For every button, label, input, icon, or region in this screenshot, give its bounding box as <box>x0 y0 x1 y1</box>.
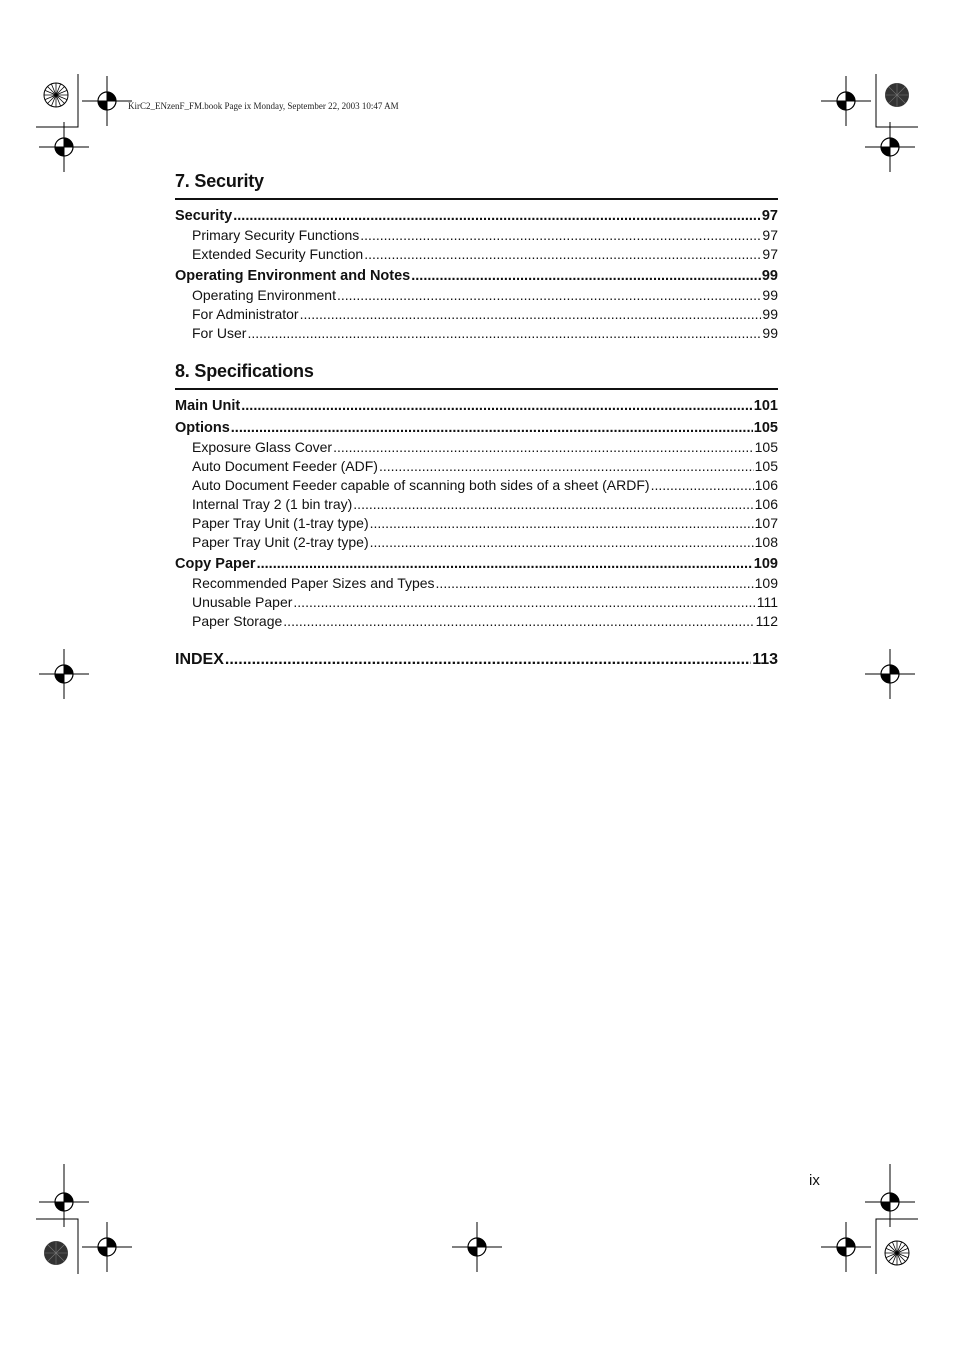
toc-entry-page: 106 <box>754 477 778 493</box>
toc-entry[interactable] <box>175 476 778 495</box>
toc-entry[interactable] <box>175 457 778 476</box>
toc-entry-page: 105 <box>754 439 778 455</box>
toc-entry[interactable] <box>175 438 778 457</box>
toc-section-security <box>175 171 778 343</box>
toc-section-specifications <box>175 361 778 631</box>
toc-entry-page: 109 <box>754 575 778 591</box>
toc-entry-label: Primary Security Functions <box>192 227 360 243</box>
toc-entry[interactable] <box>175 533 778 552</box>
toc-entry-page: 101 <box>753 398 778 414</box>
toc-entry-page: 99 <box>762 287 778 303</box>
toc-entry[interactable] <box>175 554 778 574</box>
toc-entry[interactable] <box>175 514 778 533</box>
print-header-note: KirC2_ENzenF_FM.book Page ix Monday, September 22, 2003 10:47 AM <box>128 101 399 111</box>
toc-entry[interactable] <box>175 245 778 264</box>
toc-entry-label: Main Unit <box>175 398 241 414</box>
toc-entry-label: For User <box>192 325 247 341</box>
toc-entry[interactable] <box>175 305 778 324</box>
toc-entry-label: Auto Document Feeder capable of scanning both sides of a sheet (ARDF) <box>192 477 650 493</box>
toc-entry-label: Unusable Paper <box>192 594 293 610</box>
toc-entry-page: 99 <box>762 306 778 322</box>
toc-entry[interactable] <box>175 574 778 593</box>
toc-entry-label: INDEX <box>175 651 224 668</box>
toc-entry-page: 111 <box>756 594 778 610</box>
table-of-contents <box>175 171 778 671</box>
toc-entry[interactable] <box>175 324 778 343</box>
toc-entry-page: 99 <box>761 268 778 284</box>
toc-entry-page: 108 <box>754 534 778 550</box>
toc-entry-label: Exposure Glass Cover <box>192 439 333 455</box>
toc-entry-label: Copy Paper <box>175 556 256 572</box>
toc-entry-label: Paper Storage <box>192 613 283 629</box>
toc-entry-page: 106 <box>754 496 778 512</box>
toc-entry-page: 113 <box>752 651 778 668</box>
toc-entry[interactable] <box>175 226 778 245</box>
toc-entry-label: Paper Tray Unit (2-tray type) <box>192 534 369 550</box>
toc-entry-label: Paper Tray Unit (1-tray type) <box>192 515 369 531</box>
page-number: ix <box>809 1172 820 1189</box>
toc-entry-index[interactable] <box>175 649 778 671</box>
toc-entry-page: 105 <box>754 458 778 474</box>
toc-entry-label: Operating Environment and Notes <box>175 268 411 284</box>
toc-entry-label: Operating Environment <box>192 287 336 303</box>
toc-entry-label: For Administrator <box>192 306 299 322</box>
toc-entry-label: Extended Security Function <box>192 246 364 262</box>
toc-entry[interactable] <box>175 418 778 438</box>
toc-entry[interactable] <box>175 206 778 226</box>
toc-entry-label: Options <box>175 420 230 436</box>
toc-entry-label: Auto Document Feeder (ADF) <box>192 458 378 474</box>
toc-entry-page: 97 <box>762 227 778 243</box>
toc-entry-page: 112 <box>755 613 778 629</box>
section-title: 7. Security <box>175 171 778 200</box>
toc-entry[interactable] <box>175 612 778 631</box>
toc-entry-page: 109 <box>753 556 778 572</box>
toc-entry-label: Recommended Paper Sizes and Types <box>192 575 435 591</box>
toc-index-block <box>175 649 778 671</box>
toc-entry-label: Internal Tray 2 (1 bin tray) <box>192 496 353 512</box>
toc-entry[interactable] <box>175 396 778 416</box>
toc-entry[interactable] <box>175 593 778 612</box>
section-title: 8. Specifications <box>175 361 778 390</box>
toc-entry[interactable] <box>175 286 778 305</box>
toc-entry-page: 97 <box>761 208 778 224</box>
toc-entry-label: Security <box>175 208 233 224</box>
toc-entry-page: 105 <box>753 420 778 436</box>
toc-entry-page: 107 <box>754 515 778 531</box>
toc-entry-page: 99 <box>762 325 778 341</box>
toc-entry-page: 97 <box>762 246 778 262</box>
toc-entry[interactable] <box>175 266 778 286</box>
toc-entry[interactable] <box>175 495 778 514</box>
